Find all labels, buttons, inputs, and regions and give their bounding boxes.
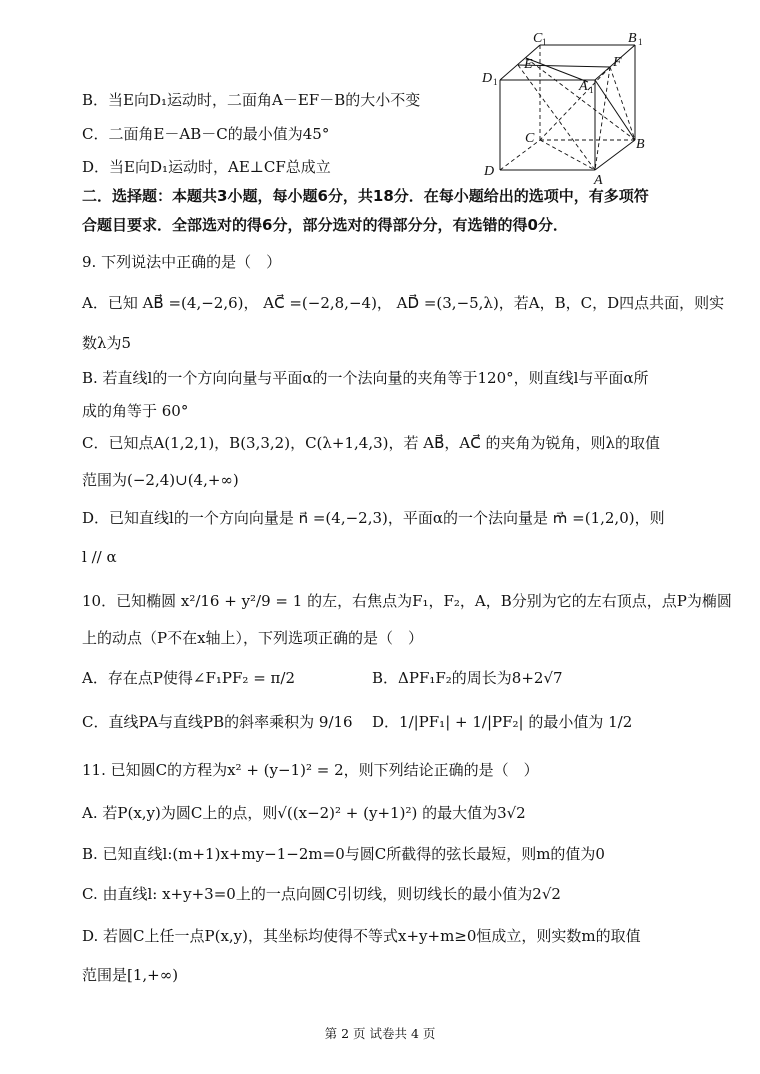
q11-option-b: B. 已知直线l:(m+1)x+my−1−2m=0与圆C所截得的弦长最短，则m的值为0	[82, 845, 605, 863]
q9-option-a-line-1: A．已知 AB⃗ =(4,−2,6)， AC⃗ =(−2,8,−4)， AD⃗ =(3,−5,λ)，若A，B，C，D四点共面，则实	[82, 294, 725, 312]
q8-option-d: D．当E向D₁运动时，AE⊥CF总成立	[82, 158, 331, 176]
label-a1: A	[579, 79, 588, 94]
q10-stem-line-1: 10．已知椭圆 x²/16 + y²/9 = 1 的左，右焦点为F₁，F₂，A，B分别为它的左右顶点，点P为椭圆	[82, 592, 732, 610]
svg-text:1: 1	[542, 37, 547, 47]
q11-option-a: A. 若P(x,y)为圆C上的点，则√((x−2)² + (y+1)²) 的最大值为3√2	[82, 804, 526, 822]
section-title-line-2: 合题目要求．全部选对的得6分，部分选对的得部分分，有选错的得0分．	[82, 216, 568, 234]
q11-option-d-line-1: D. 若圆C上任一点P(x,y)，其坐标均使得不等式x+y+m≥0恒成立，则实数m的取值	[82, 927, 641, 945]
q10-stem-line-2: 上的动点（P不在x轴上），下列选项正确的是（ ）	[82, 629, 424, 647]
q8-option-b: B．当E向D₁运动时，二面角A－EF－B的大小不变	[82, 91, 421, 109]
label-c1: C	[533, 31, 543, 46]
section-title-line-1: 二．选择题：本题共3小题，每小题6分，共18分．在每小题给出的选项中，有多项符	[82, 187, 649, 205]
page-footer: 第 2 页 试卷共 4 页	[324, 1026, 436, 1041]
q10-option-a: A．存在点P使得∠F₁PF₂ = π/2	[82, 669, 295, 687]
label-d: D	[484, 164, 495, 179]
svg-text:1: 1	[638, 37, 643, 47]
q10-option-c: C．直线PA与直线PB的斜率乘积为 9/16	[82, 713, 353, 731]
label-b1: B	[628, 31, 637, 46]
q11-option-d-line-2: 范围是[1,+∞)	[82, 966, 179, 984]
q10-option-b: B．ΔPF₁F₂的周长为8+2√7	[372, 669, 563, 687]
label-a: A	[594, 173, 603, 188]
q11-option-c: C. 由直线l: x+y+3=0上的一点向圆C引切线，则切线长的最小值为2√2	[82, 885, 561, 903]
q9-option-b-line-1: B. 若直线l的一个方向向量与平面α的一个法向量的夹角等于120°，则直线l与平面α所	[82, 369, 649, 387]
q11-stem: 11. 已知圆C的方程为x² + (y−1)² = 2，则下列结论正确的是（ ）	[82, 761, 539, 779]
q10-option-d: D．1/|PF₁| + 1/|PF₂| 的最小值为 1/2	[372, 713, 633, 731]
label-d1: D	[482, 71, 493, 86]
q9-option-a-line-2: 数λ为5	[82, 334, 132, 352]
q9-option-c-line-1: C．已知点A(1,2,1)，B(3,3,2)，C(λ+1,4,3)，若 AB⃗，AC⃗ 的夹角为锐角，则λ的取值	[82, 434, 660, 452]
svg-text:1: 1	[589, 85, 594, 95]
label-f: F	[613, 55, 622, 70]
q9-option-b-line-2: 成的角等于 60°	[82, 402, 189, 420]
label-e: E	[524, 57, 533, 72]
q9-option-c-line-2: 范围为(−2,4)∪(4,+∞)	[82, 471, 239, 489]
q9-option-d-line-1: D．已知直线l的一个方向向量是 n⃗ =(4,−2,3)，平面α的一个法向量是 m⃗ =(1,2,0)，则	[82, 509, 665, 527]
q8-option-c: C．二面角E－AB－C的最小值为45°	[82, 125, 330, 143]
q9-option-d-line-2: l // α	[82, 548, 117, 566]
q9-stem: 9. 下列说法中正确的是（ ）	[82, 253, 282, 271]
cube-figure	[478, 30, 658, 188]
label-c: C	[525, 131, 535, 146]
svg-text:1: 1	[493, 77, 498, 87]
label-b: B	[636, 137, 645, 152]
